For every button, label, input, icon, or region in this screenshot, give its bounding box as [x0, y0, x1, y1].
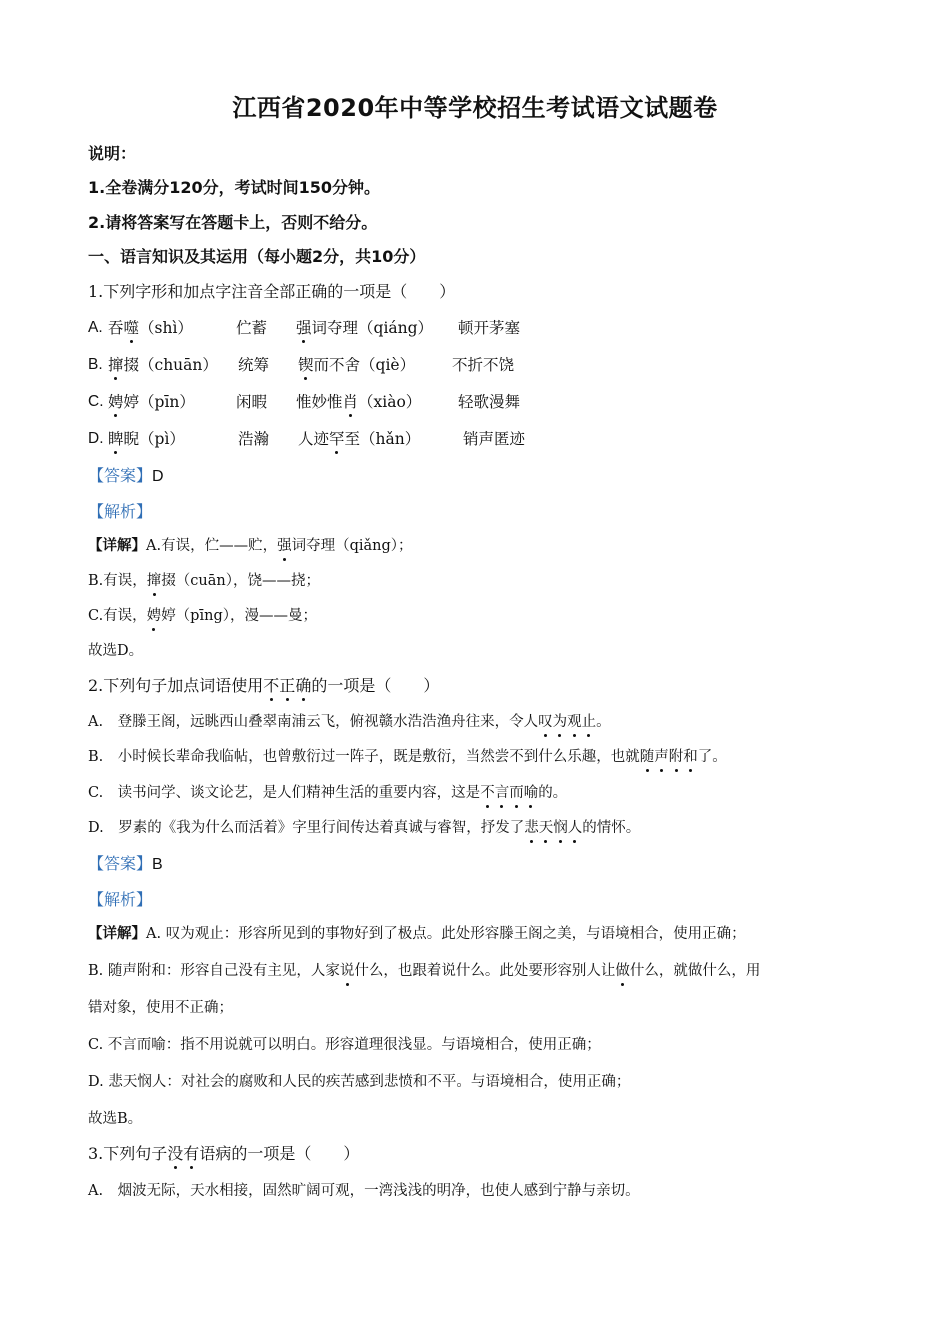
q2-answer: 【答案】B — [88, 854, 163, 873]
q1-option-c-item4: 轻歌漫舞 — [458, 393, 521, 411]
q2-detail-5: 故选B。 — [88, 1111, 143, 1127]
q2-stem-emphasis: 不正确 — [263, 676, 312, 695]
q1-option-d-item2: 浩瀚 — [238, 430, 270, 448]
q1-option-b-letter: B. — [88, 356, 103, 373]
q1-option-b-item1: 撺掇（chuān） — [108, 356, 218, 374]
q1-option-b-item4: 不折不饶 — [452, 356, 515, 374]
q3-stem: 3.下列句子没有语病的一项是（ ） — [88, 1144, 360, 1163]
section-heading-1: 一、语言知识及其运用（每小题2分，共10分） — [88, 247, 426, 266]
q3-option-a: A. 烟波无际，天水相接，固然旷阔可观，一湾浅浅的明净，也使人感到宁静与亲切。 — [88, 1183, 640, 1199]
q2-detail-1: 【详解】A. 叹为观止：形容所见到的事物好到了极点。此处形容滕王阁之美，与语境相合，使用正确； — [88, 926, 746, 942]
q1-detail-2: B.有误，撺掇（cuān），饶——挠； — [88, 573, 320, 589]
instructions-heading: 说明： — [88, 144, 137, 163]
q2-option-b: B. 小时候长辈命我临帖，也曾敷衍过一阵子，既是敷衍，当然尝不到什么乐趣，也就随声附和了。 — [88, 749, 727, 765]
q1-stem: 1.下列字形和加点字注音全部正确的一项是（ ） — [88, 282, 456, 301]
document-title: 江西省2020年中等学校招生考试语文试题卷 — [232, 94, 718, 122]
q1-detail-3: C.有误，娉婷（pīng），漫——曼； — [88, 608, 317, 624]
q2-analysis-label: 【解析】 — [88, 890, 153, 909]
q2-detail-4: D. 悲天悯人：对社会的腐败和人民的疾苦感到悲愤和不平。与语境相合，使用正确； — [88, 1074, 631, 1090]
q1-option-c-item3: 惟妙惟肖（xiào） — [296, 393, 422, 411]
q2-option-b-term: 随声附和 — [639, 749, 698, 765]
q1-option-a-item4: 顿开茅塞 — [458, 319, 521, 337]
q2-detail-2: B. 随声附和：形容自己没有主见，人家说什么，也跟着说什么。此处要形容别人让做什么，就做什么，用 — [88, 963, 761, 979]
q1-option-c-item1: 娉婷（pīn） — [108, 393, 195, 411]
q1-answer: 【答案】D — [88, 466, 164, 485]
q1-option-d-letter: D. — [88, 430, 104, 447]
q2-option-c-term: 不言而喻 — [480, 785, 539, 801]
q2-option-c: C. 读书问学、谈文论艺，是人们精神生活的重要内容，这是不言而喻的。 — [88, 785, 568, 801]
q1-analysis-label: 【解析】 — [88, 502, 153, 521]
q2-detail-3: C. 不言而喻：指不用说就可以明白。形容道理很浅显。与语境相合，使用正确； — [88, 1037, 601, 1053]
q2-stem: 2.下列句子加点词语使用不正确的一项是（ ） — [88, 676, 440, 695]
q1-option-a-item2: 伫蓄 — [236, 319, 268, 337]
q2-detail-2-cont: 错对象，使用不正确； — [88, 1000, 233, 1016]
q1-option-a-item1: 吞噬（shì） — [108, 319, 193, 337]
q1-option-c-item2: 闲暇 — [236, 393, 268, 411]
q1-option-c-letter: C. — [88, 393, 104, 410]
q1-option-a-item3: 强词夺理（qiáng） — [296, 319, 434, 337]
q2-option-a: A. 登滕王阁，远眺西山叠翠南浦云飞，俯视赣水浩浩渔舟往来，令人叹为观止。 — [88, 714, 611, 730]
q2-option-d-term: 悲天悯人 — [524, 820, 583, 836]
q1-detail-4: 故选D。 — [88, 643, 144, 659]
q1-option-a-letter: A. — [88, 319, 103, 336]
q1-detail-1: 【详解】A.有误，伫——贮，强词夺理（qiǎng）； — [88, 538, 413, 554]
q2-option-a-term: 叹为观止 — [538, 714, 597, 730]
q1-option-b-item3: 锲而不舍（qiè） — [298, 356, 416, 374]
q1-option-b-item2: 统筹 — [238, 356, 270, 374]
q1-option-d-item1: 睥睨（pì） — [108, 430, 185, 448]
q1-option-d-item3: 人迹罕至（hǎn） — [298, 430, 421, 448]
instruction-item-2: 2.请将答案写在答题卡上，否则不给分。 — [88, 213, 378, 232]
instruction-item-1: 1.全卷满分120分，考试时间150分钟。 — [88, 178, 381, 197]
q3-stem-emphasis: 没有 — [167, 1144, 200, 1163]
q1-option-d-item4: 销声匿迹 — [463, 430, 526, 448]
q2-option-d: D. 罗素的《我为什么而活着》字里行间传达着真诚与睿智，抒发了悲天悯人的情怀。 — [88, 820, 641, 836]
